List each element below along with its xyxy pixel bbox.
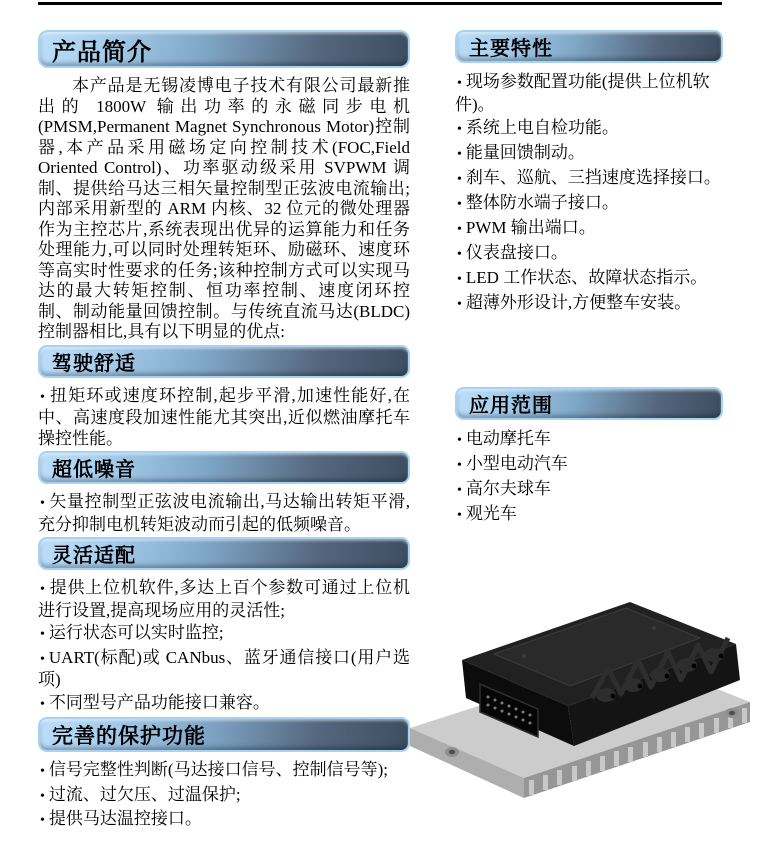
section-title: 应用范围: [469, 395, 553, 417]
section-title: 超低噪音: [52, 459, 136, 481]
bullet-item: • 不同型号产品功能接口兼容。: [38, 693, 410, 716]
bullet-item: • 高尔夫球车: [455, 478, 723, 501]
bullet-item: • 信号完整性判断(马达接口信号、控制信号等);: [38, 760, 410, 783]
bullet-item: • 能量回馈制动。: [455, 142, 723, 165]
bullet-item: • 电动摩托车: [455, 428, 723, 451]
left-column: [38, 30, 410, 834]
bullet-item: • 超薄外形设计,方便整车安装。: [455, 292, 723, 315]
section-header-bar: [38, 537, 410, 570]
content-section: [38, 717, 410, 832]
bullet-item: • 整体防水端子接口。: [455, 192, 723, 215]
section-title: 产品简介: [52, 38, 152, 66]
page-top-rule: [38, 2, 722, 5]
bullet-item: • 观光车: [455, 503, 723, 526]
bullet-item: • 系统上电自检功能。: [455, 117, 723, 140]
section-title: 主要特性: [469, 38, 553, 60]
content-section: [455, 387, 723, 526]
content-section: [455, 30, 723, 315]
section-header-bar: [455, 30, 723, 63]
section-header-bar: [38, 451, 410, 484]
bullet-item: • LED 工作状态、故障状态指示。: [455, 267, 723, 290]
section-header-bar: [38, 345, 410, 378]
content-section: [38, 451, 410, 535]
bullet-item: • 提供马达温控接口。: [38, 809, 410, 832]
section-header-bar: [455, 387, 723, 420]
bullet-item: • 过流、过欠压、过温保护;: [38, 785, 410, 808]
right-column: [455, 30, 723, 528]
intro-paragraph: 本产品是无锡凌博电子技术有限公司最新推出的 1800W 输出功率的永磁同步电机(PMSM,Permanent Magnet Synchronous Motor)控制器,本产品采用磁场定向控制技术(FOC,Field Oriented Control)、功率驱动级采用 SVPWM 调制、提供给马达三相矢量控制型正弦波电流输出;内部采用新型的 ARM 内核、32 位元的微处理器作为主控芯片,系统表现出优异的运算能力和任务处理能力,可以同时处理转矩环、励磁环、速度环等高实时性要求的任务;该种控制方式可以实现马达的最大转矩控制、恒功率控制、速度闭环控制、制动能量回馈控制。与传统直流马达(BLDC)控制器相比,具有以下明显的优点:: [38, 76, 410, 341]
bullet-item: • 提供上位机软件,多达上百个参数可通过上位机进行设置,提高现场应用的灵活性;: [38, 578, 410, 621]
bullet-item: • UART(标配)或 CANbus、蓝牙通信接口(用户选项): [38, 648, 410, 691]
section-title: 完善的保护功能: [52, 724, 206, 748]
content-section: [38, 30, 410, 343]
bullet-item: • 矢量控制型正弦波电流输出,马达输出转矩平滑,充分抑制电机转矩波动而引起的低频噪音。: [38, 492, 410, 535]
bullet-item: • 小型电动汽车: [455, 453, 723, 476]
section-title: 驾驶舒适: [52, 352, 136, 375]
section-header-bar: [38, 30, 410, 68]
bullet-item: • 现场参数配置功能(提供上位机软件)。: [455, 71, 723, 115]
product-photo: [402, 556, 758, 806]
bullet-item: • 刹车、巡航、三挡速度选择接口。: [455, 167, 723, 190]
motor-controller-illustration: [402, 556, 758, 806]
section-title: 灵活适配: [52, 545, 136, 567]
content-section: [38, 345, 410, 450]
bullet-item: • 运行状态可以实时监控;: [38, 623, 410, 646]
bullet-item: • 扭矩环或速度环控制,起步平滑,加速性能好,在中、高速度段加速性能尤其突出,近似燃油摩托车操控性能。: [38, 386, 410, 450]
content-section: [38, 537, 410, 715]
bullet-item: • 仪表盘接口。: [455, 242, 723, 265]
section-header-bar: [38, 717, 410, 752]
bullet-item: • PWM 输出端口。: [455, 217, 723, 240]
